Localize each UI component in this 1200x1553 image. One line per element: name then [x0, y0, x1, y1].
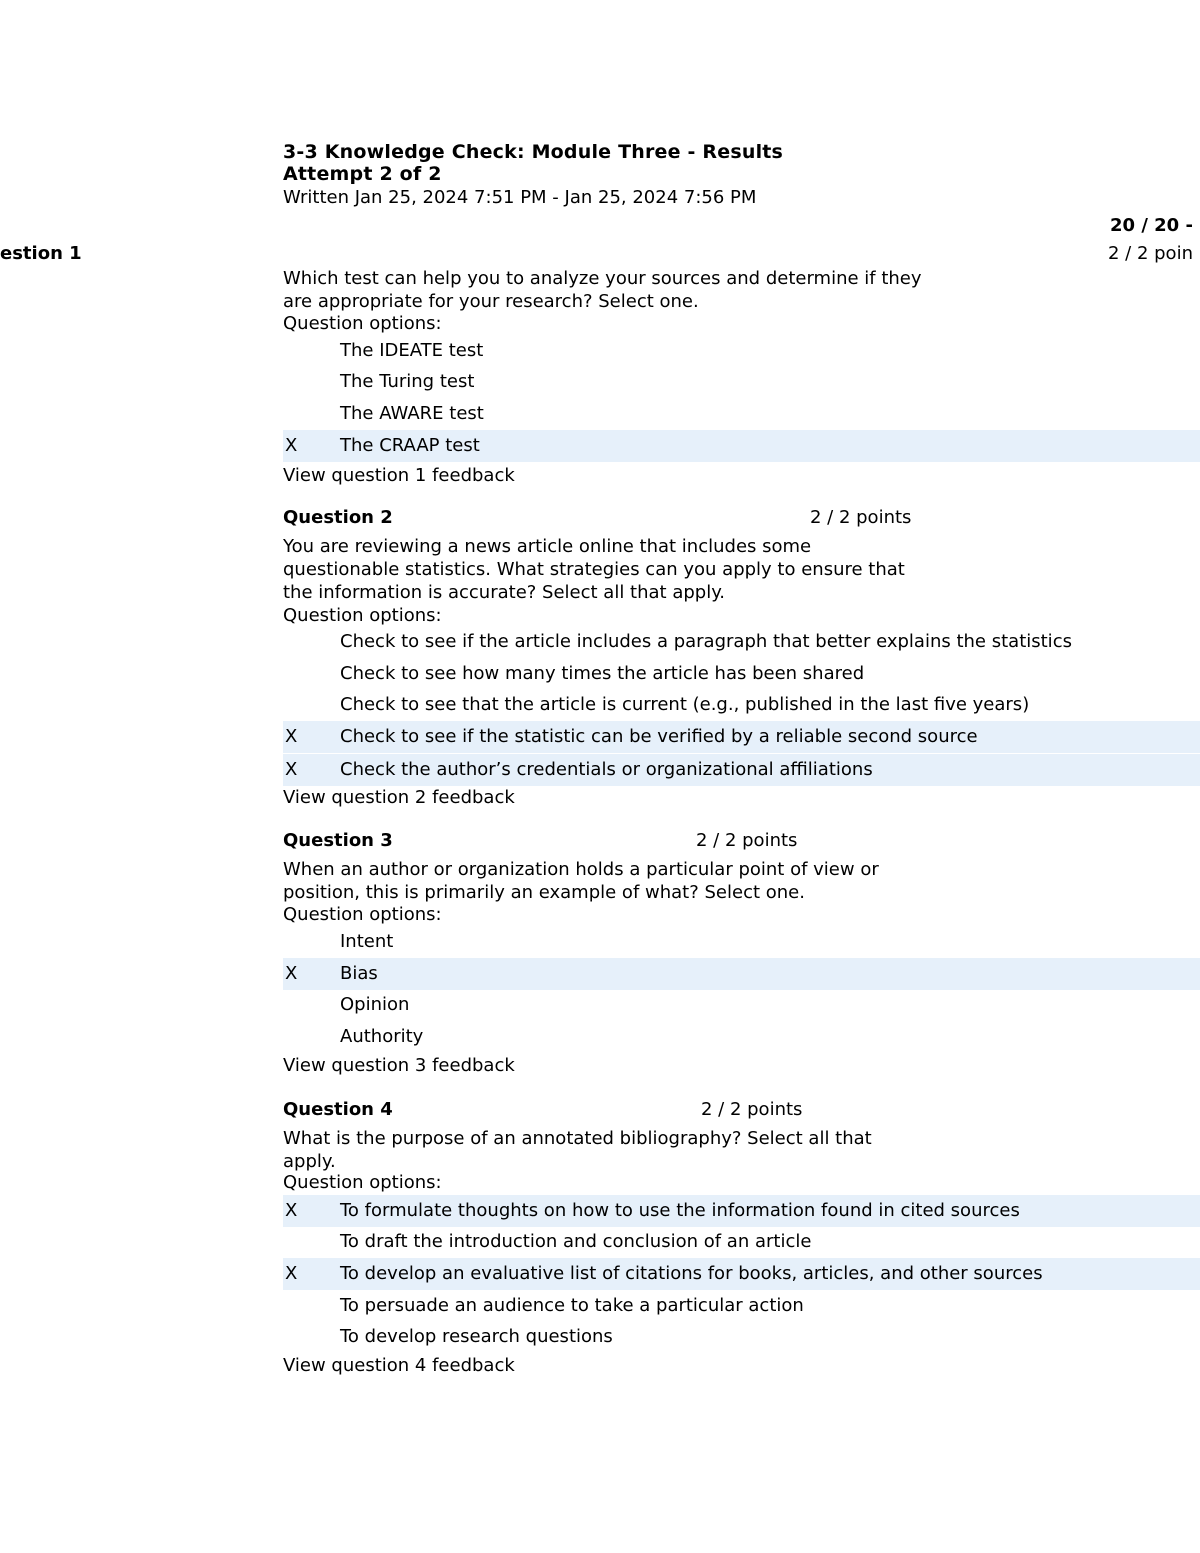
option-text: To develop an evaluative list of citations for books, articles, and other sources — [340, 1263, 1043, 1284]
option-text: Check to see how many times the article has been shared — [340, 663, 865, 684]
option-text: Intent — [340, 931, 394, 952]
option-text: Check to see if the statistic can be verified by a reliable second source — [340, 726, 978, 747]
question-4-feedback-link[interactable]: View question 4 feedback — [283, 1355, 515, 1376]
question-4-option — [283, 1290, 1200, 1322]
selected-mark: X — [285, 726, 298, 747]
question-4-option — [283, 1321, 1200, 1353]
question-2-option-selected — [283, 754, 1200, 786]
selected-mark: X — [285, 1263, 298, 1284]
question-3-option-selected — [283, 958, 1200, 990]
question-2-option-selected — [283, 721, 1200, 753]
page-title: 3-3 Knowledge Check: Module Three - Results — [283, 141, 784, 163]
question-2-stem: You are reviewing a news article online that includes some questionable statistics. What strategies can you apply to ensure that the information is accurate? Select all that apply. — [283, 536, 905, 603]
question-1-feedback-link[interactable]: View question 1 feedback — [283, 465, 515, 486]
question-1-option — [283, 398, 1200, 430]
question-1-options-label: Question options: — [283, 313, 442, 334]
question-4-option-selected — [283, 1258, 1200, 1290]
option-text: To develop research questions — [340, 1326, 613, 1347]
question-2-option — [283, 658, 1200, 690]
selected-mark: X — [285, 435, 298, 456]
option-text: The Turing test — [340, 371, 475, 392]
question-3-option — [283, 989, 1200, 1021]
option-text: The AWARE test — [340, 403, 484, 424]
question-3-points: 2 / 2 points — [696, 830, 798, 851]
question-4-heading: Question 4 — [283, 1099, 393, 1120]
attempt-label: Attempt 2 of 2 — [283, 163, 442, 185]
option-text: Check the author’s credentials or organizational affiliations — [340, 759, 873, 780]
question-4-option — [283, 1226, 1200, 1258]
option-text: Authority — [340, 1026, 424, 1047]
question-1-option — [283, 366, 1200, 398]
question-2-heading: Question 2 — [283, 507, 393, 528]
option-text: Check to see that the article is current (e.g., published in the last five years) — [340, 694, 1030, 715]
option-text: The CRAAP test — [340, 435, 480, 456]
question-2-options-label: Question options: — [283, 605, 442, 626]
question-1-stem: Which test can help you to analyze your sources and determine if they are appropriate for your research? Select one. — [283, 268, 922, 312]
option-text: Opinion — [340, 994, 410, 1015]
written-timestamp: Written Jan 25, 2024 7:51 PM - Jan 25, 2024 7:56 PM — [283, 187, 757, 208]
question-3-option — [283, 926, 1200, 958]
option-text: To formulate thoughts on how to use the information found in cited sources — [340, 1200, 1020, 1221]
question-4-options-label: Question options: — [283, 1172, 442, 1193]
option-text: Check to see if the article includes a paragraph that better explains the statistics — [340, 631, 1072, 652]
question-2-points: 2 / 2 points — [810, 507, 912, 528]
question-4-option-selected — [283, 1195, 1200, 1227]
question-3-stem: When an author or organization holds a particular point of view or position, this is primarily an example of what? Select one. — [283, 859, 879, 903]
question-3-options-label: Question options: — [283, 904, 442, 925]
question-3-option — [283, 1021, 1200, 1053]
question-2-feedback-link[interactable]: View question 2 feedback — [283, 787, 515, 808]
option-text: Bias — [340, 963, 378, 984]
question-4-stem: What is the purpose of an annotated bibliography? Select all that apply. — [283, 1128, 872, 1172]
selected-mark: X — [285, 963, 298, 984]
total-score: 20 / 20 - — [1110, 215, 1193, 236]
option-text: The IDEATE test — [340, 340, 484, 361]
question-3-feedback-link[interactable]: View question 3 feedback — [283, 1055, 515, 1076]
question-3-heading: Question 3 — [283, 830, 393, 851]
question-1-heading: estion 1 — [0, 243, 82, 264]
question-2-option — [283, 689, 1200, 721]
question-1-option — [283, 335, 1200, 367]
question-1-points: 2 / 2 poin — [1108, 243, 1193, 264]
question-4-points: 2 / 2 points — [701, 1099, 803, 1120]
selected-mark: X — [285, 759, 298, 780]
question-1-option-selected — [283, 430, 1200, 462]
option-text: To persuade an audience to take a particular action — [340, 1295, 804, 1316]
question-2-option — [283, 626, 1200, 658]
option-text: To draft the introduction and conclusion of an article — [340, 1231, 812, 1252]
selected-mark: X — [285, 1200, 298, 1221]
